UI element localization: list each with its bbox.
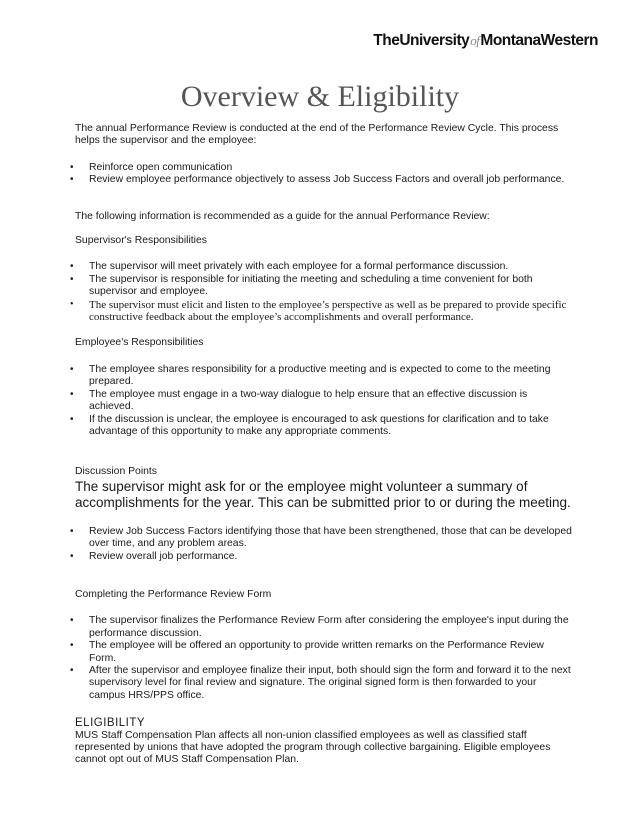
completing-bullet-list xyxy=(75,615,573,702)
university-logo xyxy=(373,32,598,50)
list-item: • The supervisor finalizes the Performance Review Form after considering the employee's input during the performance discussion. xyxy=(75,615,573,640)
supervisor-heading: Supervisor's Responsibilities xyxy=(75,235,207,247)
intro-paragraph: The annual Performance Review is conducted at the end of the Performance Review Cycle. This process helps the supervisor and the employee: xyxy=(75,123,559,147)
list-item: • The employee shares responsibility for a productive meeting and is expected to come to the meeting prepared. xyxy=(75,364,573,389)
list-item: • Reinforce open communication xyxy=(75,162,573,174)
list-item: • If the discussion is unclear, the employee is encouraged to ask questions for clarification and to take advantage of this opportunity to make any appropriate comments. xyxy=(75,414,573,439)
completing-heading: Completing the Performance Review Form xyxy=(75,588,272,600)
document-body xyxy=(75,123,573,767)
list-item: • Review Job Success Factors identifying those that have been strengthened, those that can be developed over time, and any problem areas. xyxy=(75,526,573,551)
page-title: Overview & Eligibility xyxy=(180,80,460,113)
logo-text-montana-western: MontanaWestern xyxy=(480,32,598,49)
intro-bullet-list xyxy=(75,162,573,187)
discussion-bullet-list xyxy=(75,526,573,563)
list-item: • Review employee performance objectively to assess Job Success Factors and overall job performance. xyxy=(75,174,573,186)
eligibility-heading: ELIGIBILITY xyxy=(75,717,146,730)
list-item: • The employee will be offered an opportunity to provide written remarks on the Performance Review Form. xyxy=(75,640,573,665)
eligibility-paragraph: MUS Staff Compensation Plan affects all non-union classified employees as well as classified staff represented by unions that have adopted the program through collective bargaining. Eligible employees cannot opt out of MUS Staff Compensation Plan. xyxy=(75,729,551,766)
discussion-lead: The supervisor might ask for or the employee might volunteer a summary of accomplishments for the year. This can be submitted prior to or during the meeting. xyxy=(75,478,571,511)
list-item: • The employee must engage in a two-way dialogue to help ensure that an effective discussion is achieved. xyxy=(75,389,573,414)
list-item: • After the supervisor and employee finalize their input, both should sign the form and forward it to the next supervisory level for final review and signature. The original signed form is then forwarded to your campus HRS/PPS office. xyxy=(75,665,573,702)
list-item: • The supervisor must elicit and listen to the employee’s perspective as well as be prepared to provide specific constructive feedback about the employee’s accomplishments and overall performance. xyxy=(75,299,573,324)
guide-paragraph: The following information is recommended as a guide for the annual Performance Review: xyxy=(75,210,490,222)
discussion-heading: Discussion Points xyxy=(75,466,158,478)
list-item: • The supervisor will meet privately with each employee for a formal performance discussion. xyxy=(75,261,573,273)
employee-bullet-list xyxy=(75,364,573,438)
supervisor-bullet-list xyxy=(75,261,573,323)
list-item: • The supervisor is responsible for initiating the meeting and scheduling a time convenient for both supervisor and employee. xyxy=(75,274,573,299)
logo-text-of: of xyxy=(470,33,480,48)
employee-heading: Employee's Responsibilities xyxy=(75,337,204,349)
list-item: • Review overall job performance. xyxy=(75,551,573,563)
logo-text-university: TheUniversity xyxy=(373,32,470,49)
